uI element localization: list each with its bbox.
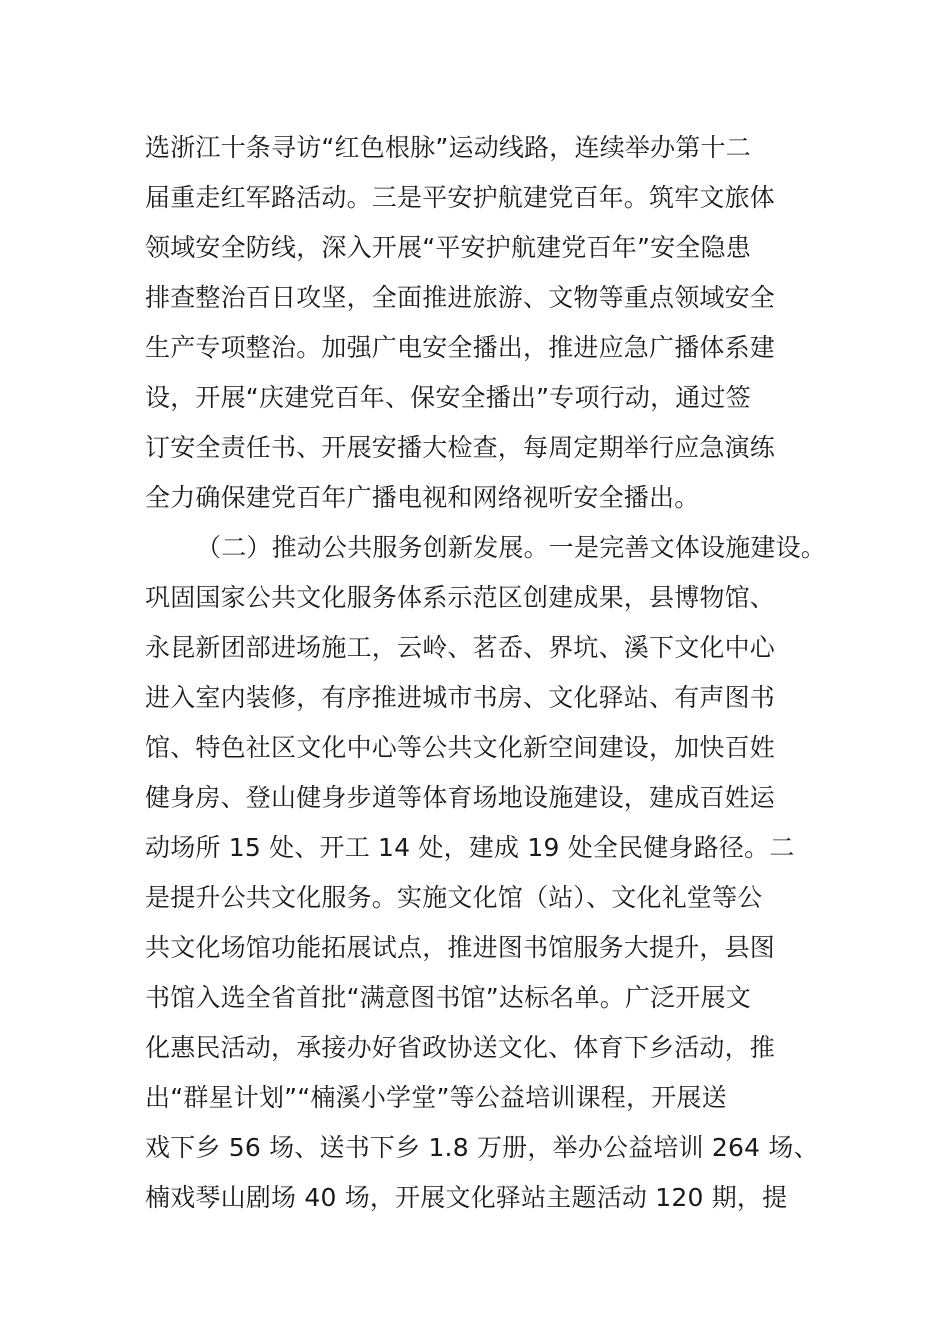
text-line-13: 馆、特色社区文化中心等公共文化新空间建设，加快百姓 [145, 733, 776, 762]
section-heading-line: （二）推动公共服务创新发展。一是完善文体设施建设。 [196, 533, 827, 562]
text-line-8: 全力确保建党百年广播电视和网络视听安全播出。 [145, 483, 700, 512]
text-line-5: 生产专项整治。加强广电安全播出，推进应急广播体系建 [145, 333, 776, 362]
text-line-19: 化惠民活动，承接办好省政协送文化、体育下乡活动，推 [145, 1033, 776, 1062]
text-line-3: 领域安全防线，深入开展“平安护航建党百年”安全隐患 [145, 233, 751, 262]
text-line-15: 动场所 15 处、开工 14 处，建成 19 处全民健身路径。二 [145, 833, 795, 862]
text-line-20: 出“群星计划”“楠溪小学堂”等公益培训课程，开展送 [145, 1083, 727, 1112]
text-line-4: 排查整治百日攻坚，全面推进旅游、文物等重点领域安全 [145, 283, 776, 312]
text-line-18: 书馆入选全省首批“满意图书馆”达标名单。广泛开展文 [145, 983, 751, 1012]
text-line-22: 楠戏琴山剧场 40 场，开展文化驿站主题活动 120 期，提 [145, 1183, 788, 1212]
text-line-12: 进入室内装修，有序推进城市书房、文化驿站、有声图书 [145, 683, 776, 712]
text-line-2: 届重走红军路活动。三是平安护航建党百年。筑牢文旅体 [145, 183, 776, 212]
text-line-11: 永昆新团部进场施工，云岭、茗岙、界坑、溪下文化中心 [145, 633, 776, 662]
text-line-6: 设，开展“庆建党百年、保安全播出”专项行动，通过签 [145, 383, 751, 412]
text-line-17: 共文化场馆功能拓展试点，推进图书馆服务大提升，县图 [145, 933, 776, 962]
text-line-14: 健身房、登山健身步道等体育场地设施建设，建成百姓运 [145, 783, 776, 812]
text-line-16: 是提升公共文化服务。实施文化馆（站）、文化礼堂等公 [145, 883, 763, 912]
text-line-7: 订安全责任书、开展安播大检查，每周定期举行应急演练 [145, 433, 776, 462]
text-line-21: 戏下乡 56 场、送书下乡 1.8 万册，举办公益培训 264 场、 [145, 1133, 819, 1162]
text-line-10: 巩固国家公共文化服务体系示范区创建成果，县博物馆、 [145, 583, 776, 612]
text-line-1: 选浙江十条寻访“红色根脉”运动线路，连续举办第十二 [145, 133, 751, 162]
